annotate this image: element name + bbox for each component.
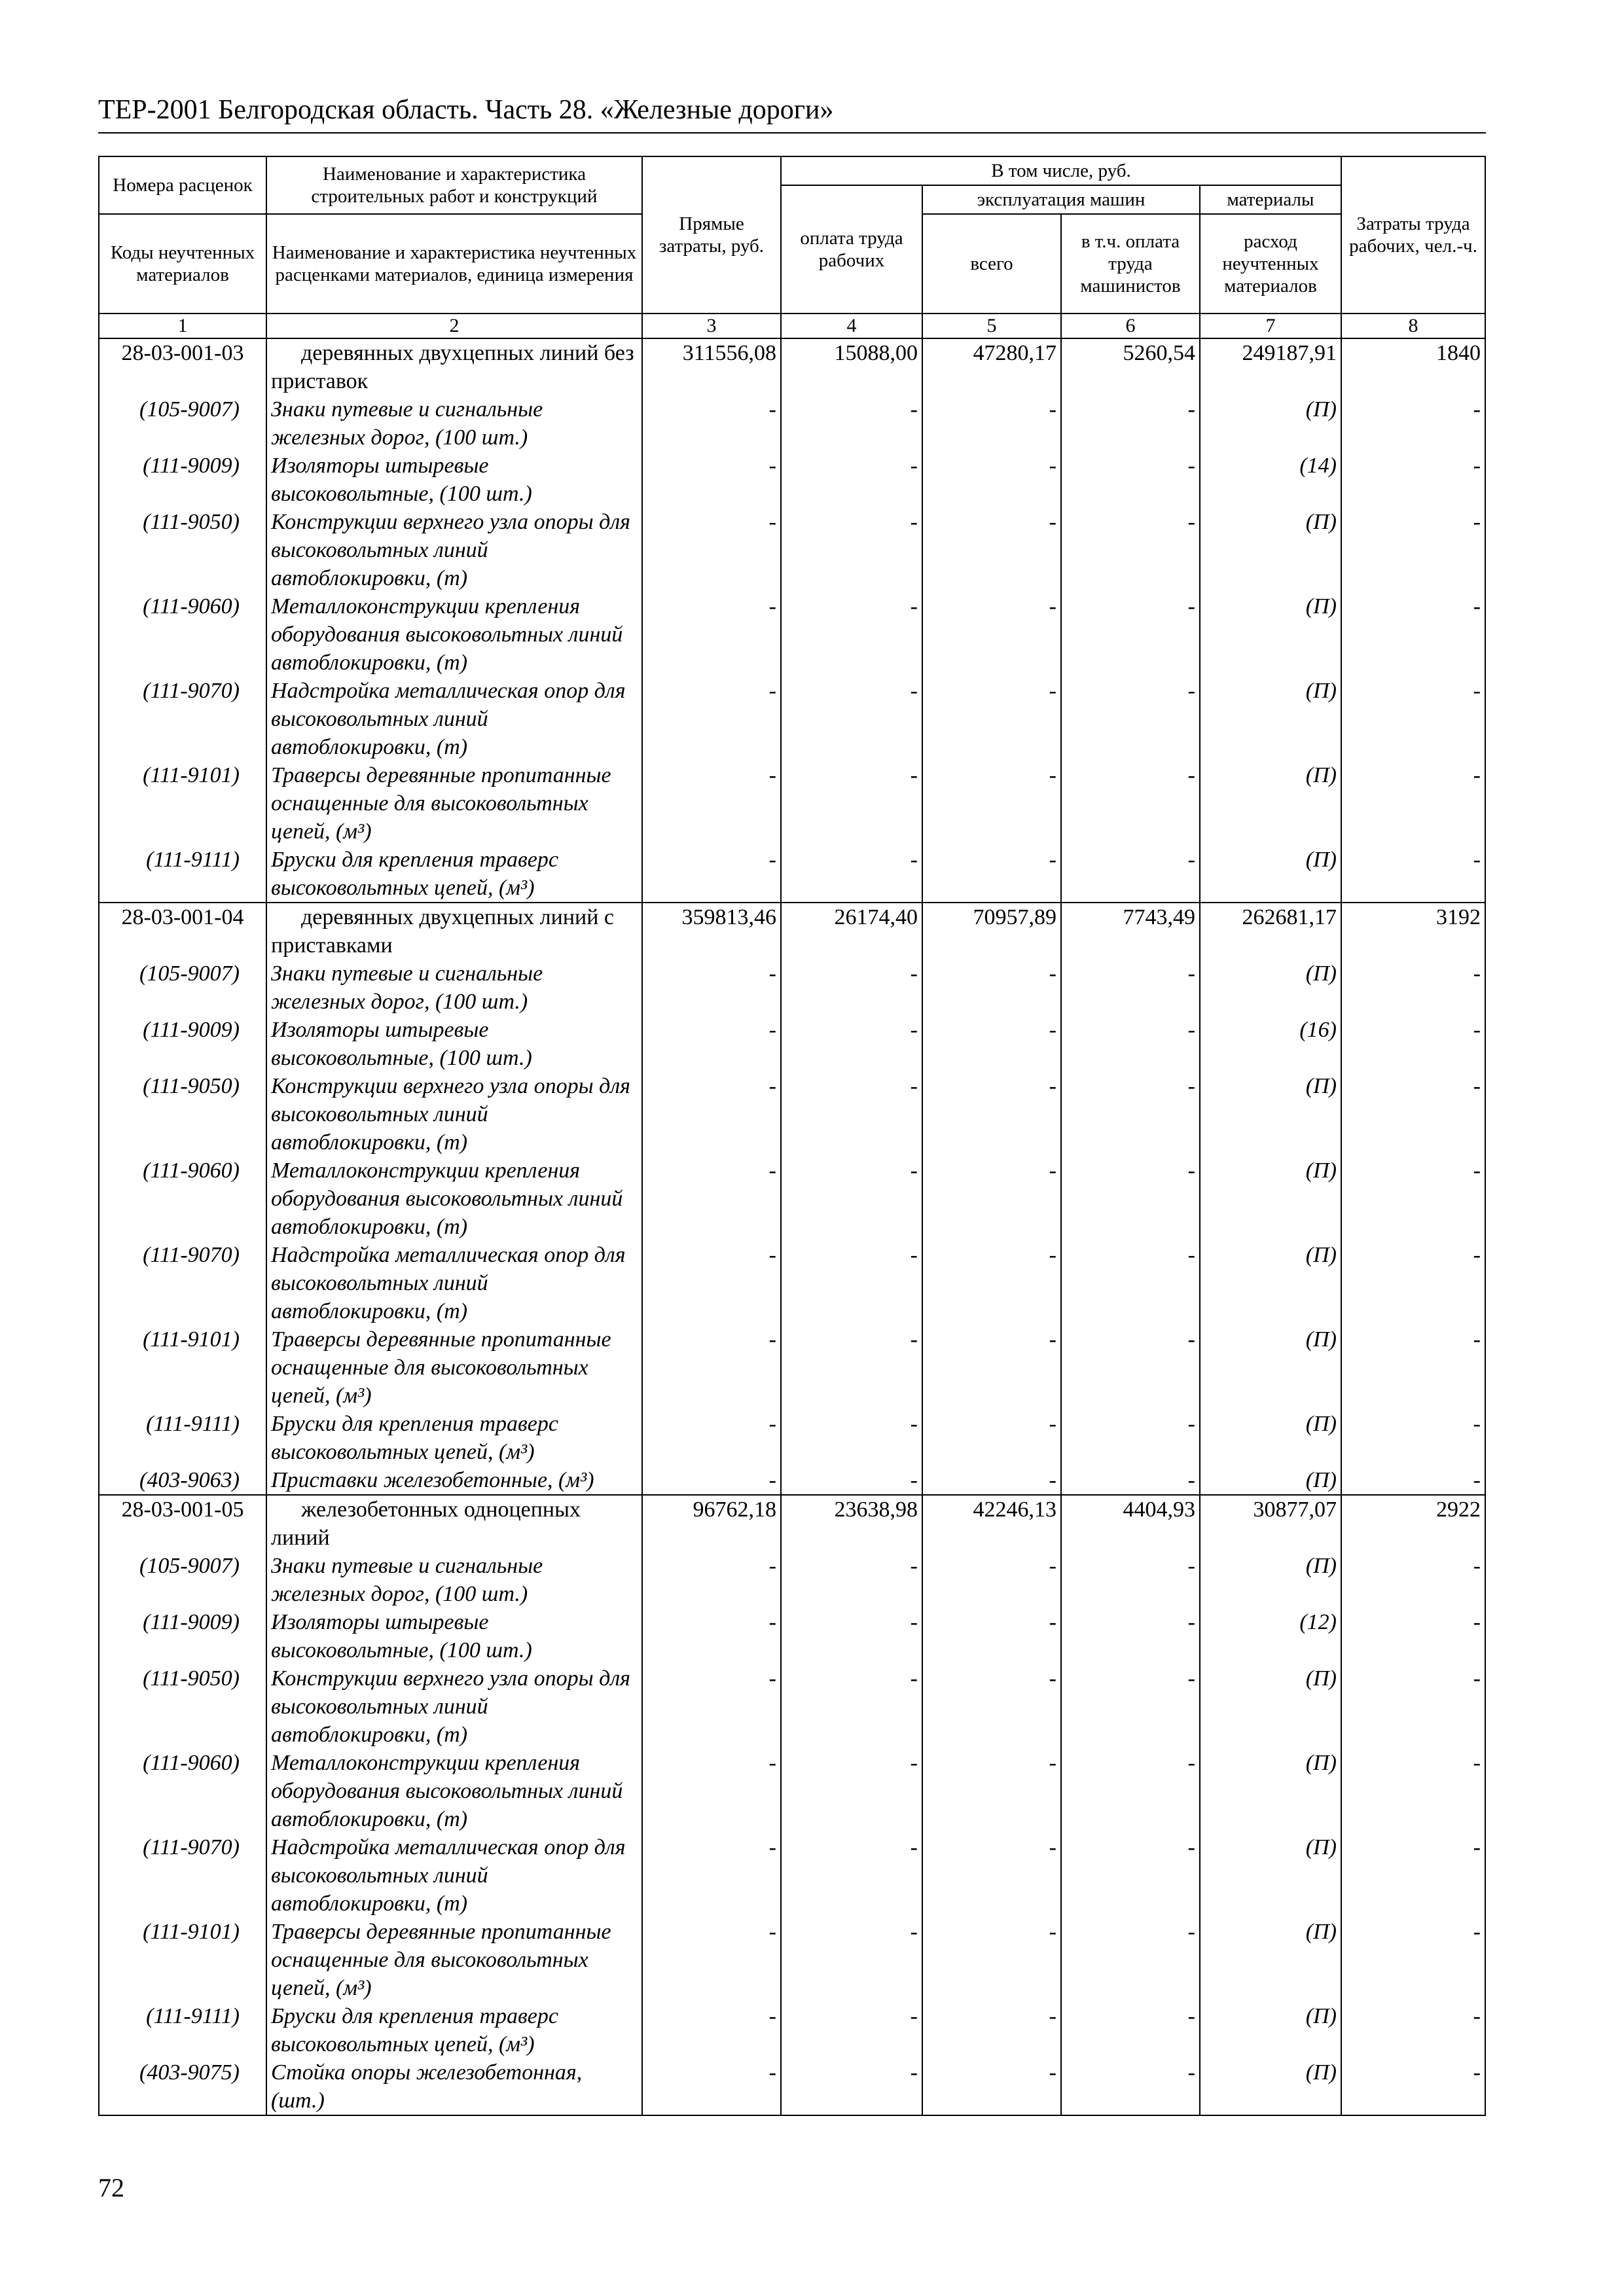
col-number: 4 (781, 314, 922, 338)
rate-code: 28-03-001-04 (99, 903, 266, 960)
direct-costs-cell: - (642, 960, 781, 1016)
labor-costs-cell: - (1341, 960, 1485, 1016)
labor-costs-cell: - (1341, 1016, 1485, 1072)
labor-costs-cell: - (1341, 1608, 1485, 1664)
machinist-pay-cell: - (1061, 1157, 1200, 1241)
worker-pay-cell: - (781, 960, 922, 1016)
material-row (99, 761, 1485, 846)
labor-costs-cell: - (1341, 1072, 1485, 1157)
materials-cell: 30877,07 (1200, 1495, 1341, 1552)
machines-total-cell: - (922, 960, 1061, 1016)
labor-costs-cell: - (1341, 1552, 1485, 1608)
worker-pay-cell: - (781, 846, 922, 903)
machinist-pay-cell: 7743,49 (1061, 903, 1200, 960)
material-code: (111-9070) (99, 677, 266, 761)
material-code: (111-9050) (99, 508, 266, 592)
materials-cell: (П) (1200, 1241, 1341, 1325)
materials-cell: (П) (1200, 677, 1341, 761)
machinist-pay-cell: - (1061, 846, 1200, 903)
direct-costs-cell: - (642, 592, 781, 677)
machinist-pay-cell: - (1061, 1325, 1200, 1410)
machines-total-cell: - (922, 1072, 1061, 1157)
machinist-pay-cell: - (1061, 1608, 1200, 1664)
worker-pay-cell: - (781, 1552, 922, 1608)
materials-cell: (П) (1200, 395, 1341, 452)
machines-total-cell: - (922, 1325, 1061, 1410)
labor-costs-cell: - (1341, 395, 1485, 452)
machines-total-cell: - (922, 1016, 1061, 1072)
page-number: 72 (98, 2173, 124, 2202)
material-code: (111-9060) (99, 1749, 266, 1833)
machines-total-cell: 42246,13 (922, 1495, 1061, 1552)
machines-total-cell: - (922, 677, 1061, 761)
material-name: Бруски для крепления траверс высоковольтных цепей, (м³) (266, 2002, 642, 2058)
machines-total-cell: - (922, 1466, 1061, 1495)
material-code: (111-9101) (99, 761, 266, 846)
materials-cell: (П) (1200, 2058, 1341, 2115)
machinist-pay-cell: - (1061, 592, 1200, 677)
table-body (99, 338, 1485, 2115)
materials-cell: (П) (1200, 508, 1341, 592)
direct-costs-cell: - (642, 1325, 781, 1410)
rate-row (99, 903, 1485, 960)
machines-total-cell: 70957,89 (922, 903, 1061, 960)
materials-cell: (П) (1200, 1664, 1341, 1749)
machines-total-cell: - (922, 1241, 1061, 1325)
material-name: Траверсы деревянные пропитанные оснащенные для высоковольтных цепей, (м³) (266, 761, 642, 846)
machinist-pay-cell: 4404,93 (1061, 1495, 1200, 1552)
direct-costs-cell: - (642, 677, 781, 761)
machinist-pay-cell: - (1061, 1749, 1200, 1833)
rate-row (99, 1495, 1485, 1552)
header-rule (98, 132, 1486, 134)
worker-pay-cell: - (781, 1608, 922, 1664)
col-including-header: В том числе, руб. (781, 156, 1341, 185)
material-name: Конструкции верхнего узла опоры для высоковольтных линий автоблокировки, (т) (266, 1664, 642, 1749)
material-code: (111-9111) (99, 846, 266, 903)
labor-costs-cell: 1840 (1341, 338, 1485, 395)
rate-name: железобетонных одноцепных линий (266, 1495, 642, 1552)
direct-costs-cell: - (642, 846, 781, 903)
worker-pay-cell: - (781, 452, 922, 508)
machines-total-cell: - (922, 1552, 1061, 1608)
labor-costs-cell: - (1341, 2058, 1485, 2115)
machinist-pay-cell: - (1061, 1833, 1200, 1918)
material-row (99, 960, 1485, 1016)
labor-costs-cell: - (1341, 1918, 1485, 2002)
direct-costs-cell: 311556,08 (642, 338, 781, 395)
materials-cell: (П) (1200, 1410, 1341, 1466)
machines-total-cell: - (922, 1664, 1061, 1749)
material-row (99, 1664, 1485, 1749)
direct-costs-cell: - (642, 1016, 781, 1072)
material-name: Изоляторы штыревые высоковольтные, (100 шт.) (266, 1608, 642, 1664)
machines-total-cell: - (922, 1749, 1061, 1833)
machines-total-cell: - (922, 1833, 1061, 1918)
material-name: Бруски для крепления траверс высоковольтных цепей, (м³) (266, 846, 642, 903)
material-row (99, 1466, 1485, 1495)
material-code: (111-9009) (99, 1016, 266, 1072)
material-code: (105-9007) (99, 395, 266, 452)
material-name: Знаки путевые и сигнальные железных дорог, (100 шт.) (266, 1552, 642, 1608)
direct-costs-cell: - (642, 508, 781, 592)
labor-costs-cell: - (1341, 452, 1485, 508)
material-name: Изоляторы штыревые высоковольтные, (100 шт.) (266, 452, 642, 508)
col-worker-pay-header: оплата труда рабочих (781, 185, 922, 314)
machinist-pay-cell: - (1061, 1072, 1200, 1157)
material-row (99, 1918, 1485, 2002)
machines-total-cell: - (922, 592, 1061, 677)
worker-pay-cell: - (781, 1918, 922, 2002)
worker-pay-cell: - (781, 1241, 922, 1325)
col-machinist-pay-header: в т.ч. оплата труда машинистов (1061, 214, 1200, 314)
worker-pay-cell: - (781, 1833, 922, 1918)
labor-costs-cell: - (1341, 1749, 1485, 1833)
material-row (99, 1833, 1485, 1918)
material-code: (111-9111) (99, 1410, 266, 1466)
material-row (99, 1325, 1485, 1410)
labor-costs-cell: - (1341, 1241, 1485, 1325)
worker-pay-cell: - (781, 1466, 922, 1495)
materials-cell: (П) (1200, 1325, 1341, 1410)
col-number: 8 (1341, 314, 1485, 338)
labor-costs-cell: - (1341, 1466, 1485, 1495)
material-row (99, 846, 1485, 903)
material-name: Изоляторы штыревые высоковольтные, (100 шт.) (266, 1016, 642, 1072)
machinist-pay-cell: - (1061, 508, 1200, 592)
material-code: (111-9060) (99, 1157, 266, 1241)
direct-costs-cell: - (642, 452, 781, 508)
machines-total-cell: - (922, 2058, 1061, 2115)
material-code: (111-9101) (99, 1325, 266, 1410)
machinist-pay-cell: 5260,54 (1061, 338, 1200, 395)
machinist-pay-cell: - (1061, 960, 1200, 1016)
materials-cell: 249187,91 (1200, 338, 1341, 395)
material-row (99, 592, 1485, 677)
direct-costs-cell: - (642, 1833, 781, 1918)
direct-costs-cell: - (642, 2058, 781, 2115)
machinist-pay-cell: - (1061, 1664, 1200, 1749)
material-name: Металлоконструкции крепления оборудования высоковольтных линий автоблокировки, (т) (266, 1157, 642, 1241)
worker-pay-cell: - (781, 395, 922, 452)
worker-pay-cell: - (781, 1664, 922, 1749)
table-header (99, 156, 1485, 338)
materials-cell: (П) (1200, 960, 1341, 1016)
direct-costs-cell: - (642, 1664, 781, 1749)
material-code: (111-9060) (99, 592, 266, 677)
labor-costs-cell: - (1341, 592, 1485, 677)
materials-cell: (12) (1200, 1608, 1341, 1664)
material-row (99, 1241, 1485, 1325)
worker-pay-cell: - (781, 1325, 922, 1410)
rates-table (98, 156, 1486, 2116)
worker-pay-cell: 26174,40 (781, 903, 922, 960)
machines-total-cell: - (922, 761, 1061, 846)
labor-costs-cell: - (1341, 1833, 1485, 1918)
material-code: (403-9063) (99, 1466, 266, 1495)
machinist-pay-cell: - (1061, 1016, 1200, 1072)
col-labor-costs-header: Затраты труда рабочих, чел.-ч. (1341, 156, 1485, 314)
labor-costs-cell: 3192 (1341, 903, 1485, 960)
labor-costs-cell: - (1341, 1410, 1485, 1466)
direct-costs-cell: - (642, 1157, 781, 1241)
machines-total-cell: - (922, 2002, 1061, 2058)
material-name: Надстройка металлическая опор для высоковольтных линий автоблокировки, (т) (266, 677, 642, 761)
material-name: Стойка опоры железобетонная, (шт.) (266, 2058, 642, 2115)
machines-total-cell: - (922, 1410, 1061, 1466)
worker-pay-cell: - (781, 592, 922, 677)
col-material-codes-header: Коды неучтенных материалов (99, 214, 266, 314)
col-number: 7 (1200, 314, 1341, 338)
material-name: Металлоконструкции крепления оборудования высоковольтных линий автоблокировки, (т) (266, 1749, 642, 1833)
col-number: 3 (642, 314, 781, 338)
materials-cell: (16) (1200, 1016, 1341, 1072)
material-code: (111-9111) (99, 2002, 266, 2058)
machinist-pay-cell: - (1061, 677, 1200, 761)
direct-costs-cell: - (642, 761, 781, 846)
material-name: Траверсы деревянные пропитанные оснащенные для высоковольтных цепей, (м³) (266, 1918, 642, 2002)
worker-pay-cell: - (781, 677, 922, 761)
rate-code: 28-03-001-03 (99, 338, 266, 395)
worker-pay-cell: - (781, 1016, 922, 1072)
materials-cell: (П) (1200, 846, 1341, 903)
direct-costs-cell: - (642, 1608, 781, 1664)
worker-pay-cell: - (781, 1157, 922, 1241)
labor-costs-cell: - (1341, 761, 1485, 846)
material-row (99, 508, 1485, 592)
material-row (99, 1072, 1485, 1157)
direct-costs-cell: - (642, 1466, 781, 1495)
rate-name: деревянных двухцепных линий с приставками (266, 903, 642, 960)
material-row (99, 1016, 1485, 1072)
material-name: Конструкции верхнего узла опоры для высоковольтных линий автоблокировки, (т) (266, 1072, 642, 1157)
machinist-pay-cell: - (1061, 1241, 1200, 1325)
worker-pay-cell: - (781, 761, 922, 846)
machines-total-cell: - (922, 1918, 1061, 2002)
material-row (99, 1552, 1485, 1608)
materials-cell: (14) (1200, 452, 1341, 508)
material-code: (105-9007) (99, 1552, 266, 1608)
machines-total-cell: - (922, 846, 1061, 903)
worker-pay-cell: 23638,98 (781, 1495, 922, 1552)
labor-costs-cell: - (1341, 677, 1485, 761)
machinist-pay-cell: - (1061, 395, 1200, 452)
materials-cell: (П) (1200, 761, 1341, 846)
labor-costs-cell: 2922 (1341, 1495, 1485, 1552)
material-row (99, 2058, 1485, 2115)
material-row (99, 2002, 1485, 2058)
direct-costs-cell: - (642, 395, 781, 452)
materials-cell: (П) (1200, 1157, 1341, 1241)
materials-cell: (П) (1200, 1833, 1341, 1918)
direct-costs-cell: - (642, 1410, 781, 1466)
material-name: Бруски для крепления траверс высоковольтных цепей, (м³) (266, 1410, 642, 1466)
machines-total-cell: - (922, 1157, 1061, 1241)
col-materials-header: материалы (1200, 185, 1341, 214)
machinist-pay-cell: - (1061, 452, 1200, 508)
machines-total-cell: 47280,17 (922, 338, 1061, 395)
rate-code: 28-03-001-05 (99, 1495, 266, 1552)
materials-cell: (П) (1200, 1552, 1341, 1608)
labor-costs-cell: - (1341, 1157, 1485, 1241)
material-code: (111-9070) (99, 1241, 266, 1325)
machines-total-cell: - (922, 452, 1061, 508)
direct-costs-cell: - (642, 1072, 781, 1157)
machinist-pay-cell: - (1061, 2002, 1200, 2058)
col-work-name-header: Наименование и характеристика строительных работ и конструкций (266, 156, 642, 214)
labor-costs-cell: - (1341, 2002, 1485, 2058)
col-machines-total-header: всего (922, 214, 1061, 314)
direct-costs-cell: - (642, 1241, 781, 1325)
material-name: Знаки путевые и сигнальные железных дорог, (100 шт.) (266, 960, 642, 1016)
worker-pay-cell: - (781, 508, 922, 592)
material-row (99, 395, 1485, 452)
direct-costs-cell: - (642, 2002, 781, 2058)
labor-costs-cell: - (1341, 508, 1485, 592)
direct-costs-cell: - (642, 1552, 781, 1608)
col-number: 6 (1061, 314, 1200, 338)
material-row (99, 452, 1485, 508)
rate-name: деревянных двухцепных линий без приставок (266, 338, 642, 395)
material-code: (111-9009) (99, 452, 266, 508)
col-material-name-header: Наименование и характеристика неучтенных расценками материалов, единица измерения (266, 214, 642, 314)
page-header: ТЕР-2001 Белгородская область. Часть 28. «Железные дороги» (98, 95, 834, 125)
material-name: Металлоконструкции крепления оборудования высоковольтных линий автоблокировки, (т) (266, 592, 642, 677)
machinist-pay-cell: - (1061, 2058, 1200, 2115)
machines-total-cell: - (922, 508, 1061, 592)
machinist-pay-cell: - (1061, 1410, 1200, 1466)
worker-pay-cell: - (781, 1410, 922, 1466)
labor-costs-cell: - (1341, 1664, 1485, 1749)
col-number: 1 (99, 314, 266, 338)
material-name: Знаки путевые и сигнальные железных дорог, (100 шт.) (266, 395, 642, 452)
material-name: Конструкции верхнего узла опоры для высоковольтных линий автоблокировки, (т) (266, 508, 642, 592)
material-name: Приставки железобетонные, (м³) (266, 1466, 642, 1495)
direct-costs-cell: 96762,18 (642, 1495, 781, 1552)
material-code: (111-9101) (99, 1918, 266, 2002)
material-code: (105-9007) (99, 960, 266, 1016)
col-machines-header: эксплуатация машин (922, 185, 1200, 214)
col-rate-number-header: Номера расценок (99, 156, 266, 214)
direct-costs-cell: - (642, 1749, 781, 1833)
col-number: 2 (266, 314, 642, 338)
machines-total-cell: - (922, 1608, 1061, 1664)
machinist-pay-cell: - (1061, 1552, 1200, 1608)
materials-cell: (П) (1200, 1918, 1341, 2002)
col-number: 5 (922, 314, 1061, 338)
worker-pay-cell: - (781, 1072, 922, 1157)
machinist-pay-cell: - (1061, 1466, 1200, 1495)
labor-costs-cell: - (1341, 1325, 1485, 1410)
material-row (99, 1608, 1485, 1664)
material-code: (111-9009) (99, 1608, 266, 1664)
machinist-pay-cell: - (1061, 761, 1200, 846)
machinist-pay-cell: - (1061, 1918, 1200, 2002)
materials-cell: (П) (1200, 1749, 1341, 1833)
material-name: Траверсы деревянные пропитанные оснащенные для высоковольтных цепей, (м³) (266, 1325, 642, 1410)
col-direct-costs-header: Прямые затраты, руб. (642, 156, 781, 314)
worker-pay-cell: - (781, 2058, 922, 2115)
material-code: (111-9050) (99, 1072, 266, 1157)
worker-pay-cell: 15088,00 (781, 338, 922, 395)
rate-row (99, 338, 1485, 395)
labor-costs-cell: - (1341, 846, 1485, 903)
worker-pay-cell: - (781, 1749, 922, 1833)
material-row (99, 677, 1485, 761)
col-unaccounted-materials-header: расход неучтенных материалов (1200, 214, 1341, 314)
material-name: Надстройка металлическая опор для высоковольтных линий автоблокировки, (т) (266, 1241, 642, 1325)
column-numbers-row (99, 314, 1485, 338)
material-code: (111-9050) (99, 1664, 266, 1749)
material-row (99, 1410, 1485, 1466)
materials-cell: 262681,17 (1200, 903, 1341, 960)
material-name: Надстройка металлическая опор для высоковольтных линий автоблокировки, (т) (266, 1833, 642, 1918)
materials-cell: (П) (1200, 1466, 1341, 1495)
direct-costs-cell: 359813,46 (642, 903, 781, 960)
material-code: (403-9075) (99, 2058, 266, 2115)
machines-total-cell: - (922, 395, 1061, 452)
material-row (99, 1749, 1485, 1833)
materials-cell: (П) (1200, 2002, 1341, 2058)
material-row (99, 1157, 1485, 1241)
worker-pay-cell: - (781, 2002, 922, 2058)
materials-cell: (П) (1200, 1072, 1341, 1157)
material-code: (111-9070) (99, 1833, 266, 1918)
direct-costs-cell: - (642, 1918, 781, 2002)
materials-cell: (П) (1200, 592, 1341, 677)
